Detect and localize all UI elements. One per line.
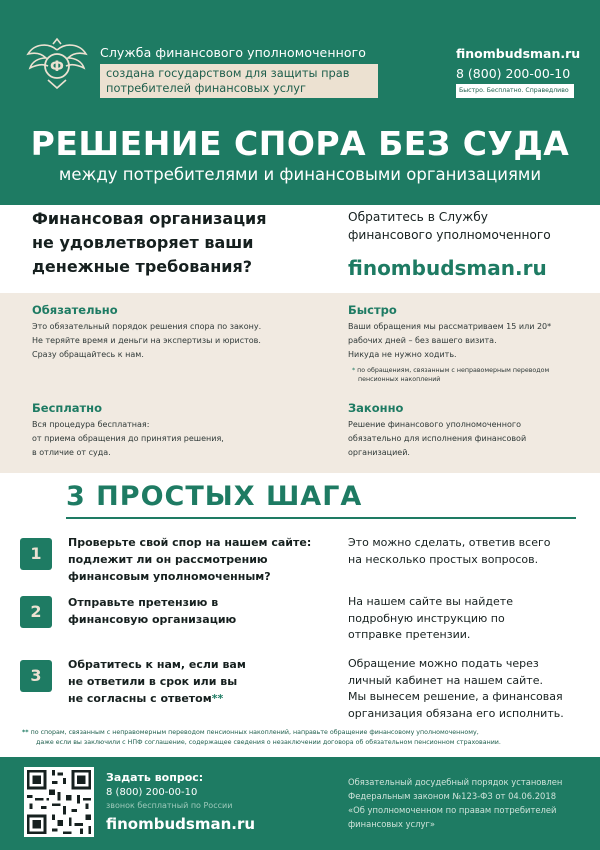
contact-prompt [348, 208, 588, 244]
legal-line: «Об уполномоченном по правам потребителей [348, 805, 557, 815]
legal-line: Обязательный досудебный порядок установлен [348, 777, 563, 787]
step-2-badge: 2 [20, 596, 52, 628]
footnote-text: по обращениям, связанным с неправомерным переводом [355, 367, 550, 374]
feature-legal [348, 401, 600, 460]
qr-code-icon[interactable] [24, 767, 94, 837]
step-1-description [348, 535, 578, 568]
feature-line: Не теряйте время и деньги на экспертизы и юристов. [32, 336, 261, 345]
steps-heading: 3 ПРОСТЫХ ШАГА [66, 481, 363, 512]
free-call-note: звонок бесплатный по России [106, 801, 233, 810]
feature-line: Никуда не нужно ходить. [348, 350, 457, 359]
feature-text [32, 418, 302, 460]
step-desc-line: На нашем сайте вы найдете [348, 595, 513, 608]
step-title-line: финансовым уполномоченным? [68, 570, 271, 583]
feature-line: обязательно для исполнения финансовой [348, 434, 527, 443]
feature-title: Законно [348, 401, 404, 415]
feature-line: Вся процедура бесплатная: [32, 420, 150, 429]
step-3-title [68, 656, 328, 707]
org-name: Служба финансового уполномоченного [100, 45, 367, 60]
legal-line: Федеральным законом №123-ФЗ от 04.06.2018 [348, 791, 557, 801]
page-subtitle: между потребителями и финансовыми организациями [58, 165, 542, 184]
footnote-text: даже если вы заключили с НПФ соглашение, содержащее сведения о незаключении договора об обязательном пенсионном страховании. [36, 739, 501, 746]
feature-line: организацией. [348, 448, 410, 457]
step-desc-line: на несколько простых вопросов. [348, 552, 539, 566]
header-slogan: Быстро. Бесплатно. Справедливо [456, 84, 574, 98]
feature-title: Быстро [348, 303, 397, 317]
step-desc-line: Это можно сделать, ответив всего [348, 536, 551, 549]
feature-line: Сразу обращайтесь к нам. [32, 350, 144, 359]
problem-section [0, 205, 600, 293]
footnote-star: * [352, 367, 356, 374]
emblem-letter: Ф [50, 59, 64, 75]
step-1-badge: 1 [20, 538, 52, 570]
feature-line: Ваши обращения мы рассматриваем 15 или 20* [348, 322, 552, 331]
features-panel [0, 293, 600, 473]
feature-line: от приема обращения до принятия решения, [32, 434, 224, 443]
header-phone[interactable]: 8 (800) 200-00-10 [456, 66, 571, 81]
footnote-star: ** [22, 729, 29, 736]
tagline-line: потребителей финансовых услуг [106, 81, 306, 95]
feature-free [32, 401, 302, 460]
step-3-badge: 3 [20, 660, 52, 692]
feature-text [32, 320, 302, 362]
feature-title: Бесплатно [32, 401, 103, 415]
problem-line: Финансовая организация [32, 209, 267, 228]
step-title-line: финансовую организацию [68, 613, 237, 626]
feature-text [348, 418, 600, 460]
step-1-title [68, 534, 328, 585]
feature-line: в отличие от суда. [32, 448, 111, 457]
step-title-line: Отправьте претензию в [68, 596, 219, 609]
footer [0, 757, 600, 850]
step-desc-line: организация обязана его исполнить. [348, 706, 564, 720]
step-desc-line: Обращение можно подать через [348, 657, 539, 670]
step-title-line: не ответили в срок или вы [68, 675, 238, 688]
feature-text [348, 320, 600, 362]
steps-divider [66, 517, 576, 519]
step-desc-line: отправке претензии. [348, 628, 471, 641]
contact-line: Обратитесь в Службу [348, 210, 488, 224]
pension-footnote [22, 728, 582, 748]
step-2-description [348, 594, 578, 644]
footnote-star: ** [211, 692, 224, 705]
feature-line: Решение финансового уполномоченного [348, 420, 521, 429]
step-desc-line: личный кабинет на нашем сайте. [348, 673, 543, 687]
problem-line: не удовлетворяет ваши [32, 233, 254, 252]
contact-line: финансового уполномоченного [348, 228, 551, 242]
step-title-line: Обратитесь к нам, если вам [68, 658, 246, 671]
step-title-line: Проверьте свой спор на нашем сайте: [68, 536, 312, 549]
feature-title: Обязательно [32, 303, 118, 317]
page-title: РЕШЕНИЕ СПОРА БЕЗ СУДА [30, 124, 570, 163]
ask-question-label: Задать вопрос: [106, 771, 204, 784]
feature-line: рабочих дней – без вашего визита. [348, 336, 497, 345]
step-title-line: не согласны с ответом [68, 692, 212, 705]
step-desc-line: Мы вынесем решение, а финансовая [348, 690, 563, 703]
feature-line: Это обязательный порядок решения спора по закону. [32, 322, 262, 331]
step-title-line: подлежит ли он рассмотрению [68, 553, 268, 566]
legal-line: финансовых услуг» [348, 819, 435, 829]
step-3-description [348, 656, 578, 722]
feature-mandatory [32, 303, 302, 362]
footer-phone[interactable]: 8 (800) 200-00-10 [106, 787, 198, 798]
step-desc-line: подробную инструкцию по [348, 611, 505, 625]
header-banner [0, 0, 600, 205]
footnote-text: пенсионных накоплений [358, 376, 441, 383]
contact-site-link[interactable]: finombudsman.ru [348, 256, 547, 280]
problem-line: денежные требования? [32, 257, 253, 276]
footer-site-link[interactable]: finombudsman.ru [106, 815, 256, 833]
header-site-link[interactable]: finombudsman.ru [456, 46, 581, 61]
eagle-emblem-icon [26, 36, 88, 92]
problem-question [32, 205, 312, 279]
feature-footnote [348, 366, 600, 384]
footnote-text: по спорам, связанным с неправомерным переводом пенсионных накоплений, направьте обращение финансовому уполномоченному, [28, 729, 479, 736]
legal-basis [348, 775, 588, 831]
tagline-line: создана государством для защиты прав [106, 66, 350, 80]
step-2-title [68, 594, 328, 628]
org-tagline [100, 64, 378, 98]
feature-fast [348, 303, 600, 384]
